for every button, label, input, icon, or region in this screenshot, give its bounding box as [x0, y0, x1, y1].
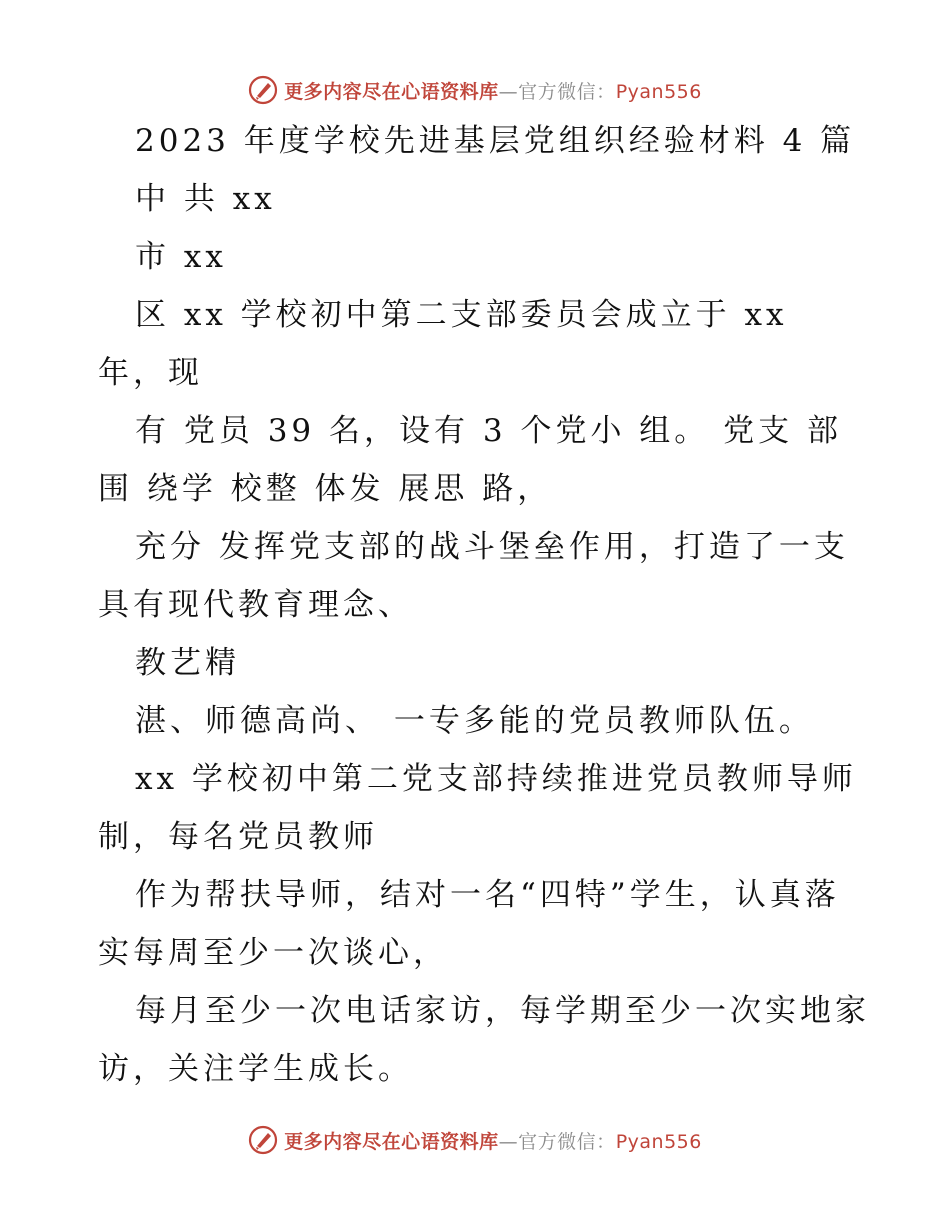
text-line: 中 共 xx — [135, 181, 276, 217]
text-line: 区 xx 学校初中第二支部委员会成立于 xx — [135, 297, 788, 333]
watermark-wechat-id: Pyan556 — [615, 1130, 702, 1153]
text-line: 作为帮扶导师，结对一名“四特”学生，认真落 — [135, 877, 840, 913]
brand-logo-icon — [248, 1125, 278, 1155]
text-line: 市 xx — [135, 239, 227, 275]
text-line: 有 党员 39 名，设有 3 个党小 组。 党支 部 — [135, 413, 842, 449]
brand-logo-icon — [248, 75, 278, 105]
text-line: 教艺精 — [135, 645, 240, 681]
text-line: 年，现 — [98, 355, 203, 391]
document-title: 2023 年度学校先进基层党组织经验材料 4 篇 — [135, 123, 856, 159]
watermark-separator: — — [498, 1130, 519, 1153]
text-line: 具有现代教育理念、 — [98, 587, 413, 623]
watermark-brand-text: 更多内容尽在心语资料库 — [284, 80, 499, 103]
text-line: 围 绕学 校整 体发 展思 路， — [98, 471, 553, 507]
footer-watermark — [0, 1120, 950, 1160]
text-line: 充分 发挥党支部的战斗堡垒作用，打造了一支 — [135, 529, 849, 565]
text-line: 制，每名党员教师 — [98, 819, 378, 855]
text-line: 访，关注学生成长。 — [98, 1051, 413, 1087]
text-line: 每月至少一次电话家访，每学期至少一次实地家 — [135, 993, 870, 1029]
watermark-wechat-label: 官方微信： — [518, 1130, 616, 1153]
watermark-wechat-label: 官方微信： — [518, 80, 616, 103]
text-line: xx 学校初中第二党支部持续推进党员教师导师 — [135, 761, 857, 797]
text-line: 湛、师德高尚、 一专多能的党员教师队伍。 — [135, 703, 814, 739]
text-line: 实每周至少一次谈心， — [98, 935, 448, 971]
watermark-brand-text: 更多内容尽在心语资料库 — [284, 1130, 499, 1153]
watermark-wechat-id: Pyan556 — [615, 80, 702, 103]
document-body — [0, 112, 950, 1098]
header-watermark — [0, 70, 950, 110]
watermark-separator: — — [498, 80, 519, 103]
